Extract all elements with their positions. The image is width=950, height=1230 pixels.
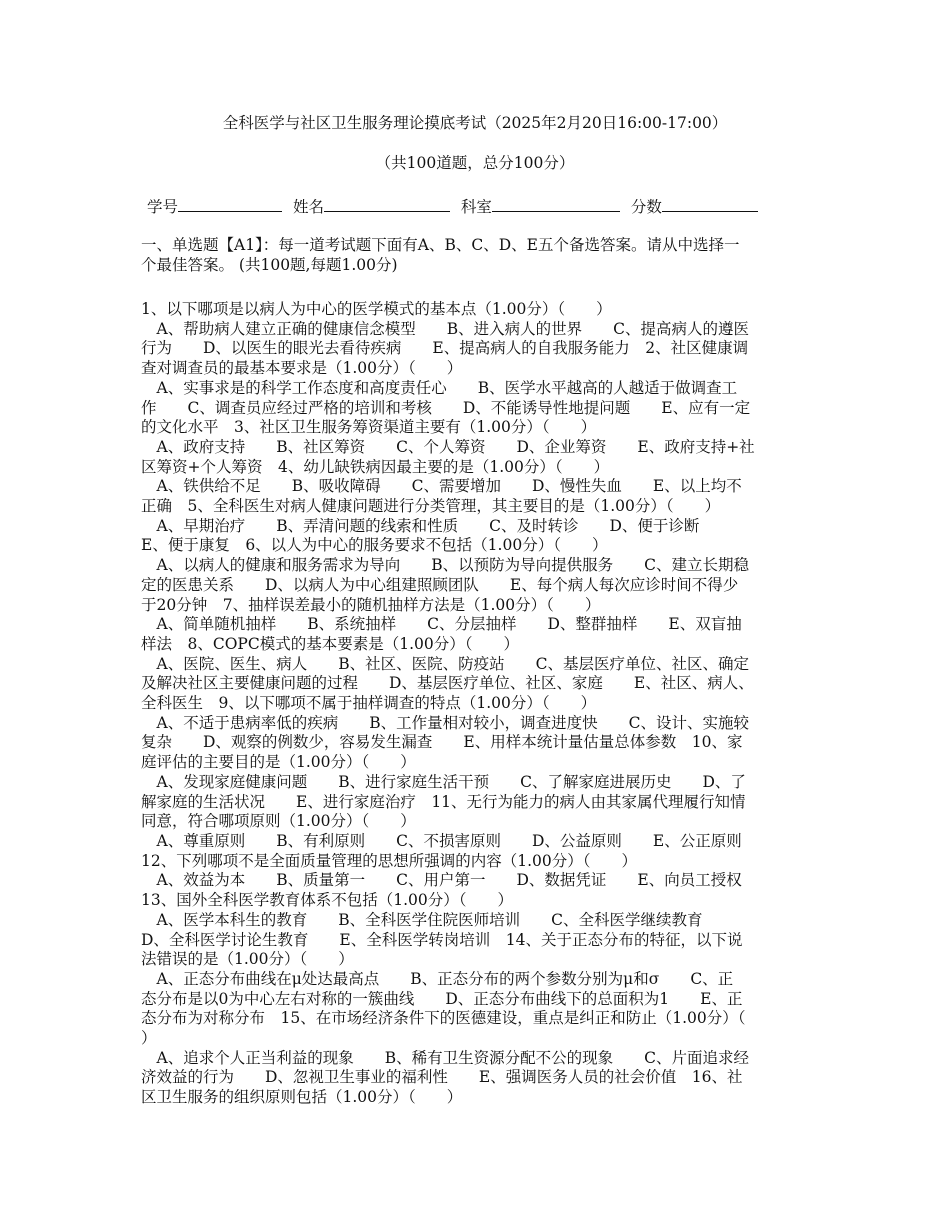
question-text-line: 同意，符合哪项原则（1.00分）（ ）: [141, 812, 416, 831]
question-text-line: 查对调查员的最基本要求是（1.00分）（ ）: [141, 359, 463, 378]
question-text-line: 全科医生 9、以下哪项不属于抽样调查的特点（1.00分）（ ）: [141, 694, 597, 713]
question-text-line: A、政府支持 B、社区筹资 C、个人筹资 D、企业筹资 E、政府支持+社: [141, 437, 755, 456]
question-text-line: 法错误的是（1.00分）（ ）: [141, 950, 354, 969]
section-line: 一、单选题【A1】：每一道考试题下面有A、B、C、D、E五个备选答案。请从中选择一: [141, 236, 740, 254]
question-text-line: A、以病人的健康和服务需求为导向 B、以预防为导向提供服务 C、建立长期稳: [141, 556, 749, 575]
question-text-line: 定的医患关系 D、以病人为中心组建照顾团队 E、每个病人每次应诊时间不得少: [141, 575, 739, 594]
question-text-line: 正确 5、全科医生对病人健康问题进行分类管理，其主要目的是（1.00分）（ ）: [141, 497, 721, 516]
question-text-line: A、医学本科生的教育 B、全科医学住院医师培训 C、全科医学继续教育: [141, 910, 734, 929]
student-name-label: 姓名: [292, 198, 324, 216]
page-subtitle: （共100道题，总分100分）: [375, 154, 575, 172]
page-title: 全科医学与社区卫生服务理论摸底考试（2025年2月20日16:00-17:00）: [222, 114, 728, 132]
section-line: 个最佳答案。 (共100题,每题1.00分): [141, 256, 398, 274]
question-text-line: 区卫生服务的组织原则包括（1.00分）（ ）: [141, 1088, 463, 1107]
student-id-field[interactable]: [178, 195, 282, 212]
question-text-line: 复杂 D、观察的例数少，容易发生漏查 E、用样本统计量估量总体参数 10、家: [141, 733, 743, 752]
question-text-line: A、尊重原则 B、有利原则 C、不损害原则 D、公益原则 E、公正原则: [141, 831, 742, 850]
question-text-line: 区筹资+个人筹资 4、幼儿缺铁病因最主要的是（1.00分）（ ）: [141, 457, 610, 476]
question-text-line: A、简单随机抽样 B、系统抽样 C、分层抽样 D、整群抽样 E、双盲抽: [141, 615, 742, 634]
question-text-line: E、便于康复 6、以人为中心的服务要求不包括（1.00分）（ ）: [141, 536, 608, 555]
question-text-line: 作 C、调查员应经过严格的培训和考核 D、不能诱导性地提问题 E、应有一定: [141, 398, 751, 417]
department-field[interactable]: [492, 195, 620, 212]
question-list: [141, 300, 806, 1108]
question-text-line: A、帮助病人建立正确的健康信念模型 B、进入病人的世界 C、提高病人的遵医: [141, 319, 749, 338]
score-label: 分数: [630, 198, 662, 216]
question-text-line: 样法 8、COPC模式的基本要素是（1.00分）（ ）: [141, 634, 519, 653]
student-info-row: [147, 195, 847, 218]
question-text-line: 1、以下哪项是以病人为中心的医学模式的基本点（1.00分）（ ）: [141, 300, 612, 318]
question-text-line: 及解决社区主要健康问题的过程 D、基层医疗单位、社区、家庭 E、社区、病人、: [141, 674, 754, 693]
question-text-line: 13、国外全科医学教育体系不包括（1.00分）（ ）: [141, 891, 513, 910]
question-text-line: 态分布是以0为中心左右对称的一簇曲线 D、正态分布曲线下的总面积为1 E、正: [141, 989, 743, 1008]
question-text-line: A、医院、医生、病人 B、社区、医院、防疫站 C、基层医疗单位、社区、确定: [141, 654, 749, 673]
question-text-line: 行为 D、以医生的眼光去看待疾病 E、提高病人的自我服务能力 2、社区健康调: [141, 339, 749, 358]
question-text-line: A、不适于患病率低的疾病 B、工作量相对较小，调查进度快 C、设计、实施较: [141, 713, 749, 732]
student-id-label: 学号: [147, 198, 179, 216]
question-text-line: A、实事求是的科学工作态度和高度责任心 B、医学水平越高的人越适于做调查工: [141, 378, 738, 397]
question-text-line: ）: [141, 1029, 157, 1048]
question-text-line: A、铁供给不足 B、吸收障碍 C、需要增加 D、慢性失血 E、以上均不: [141, 477, 742, 496]
question-text-line: 于20分钟 7、抽样误差最小的随机抽样方法是（1.00分）（ ）: [141, 595, 601, 614]
question-text-line: 济效益的行为 D、忽视卫生事业的福利性 E、强调医务人员的社会价值 16、社: [141, 1068, 743, 1087]
score-field[interactable]: [662, 195, 758, 212]
question-text-line: A、早期治疗 B、弄清问题的线索和性质 C、及时转诊 D、便于诊断: [141, 516, 731, 535]
department-label: 科室: [460, 198, 492, 216]
section-instructions: [141, 235, 806, 275]
question-text-line: A、正态分布曲线在μ处达最高点 B、正态分布的两个参数分别为μ和σ C、正: [141, 969, 734, 988]
student-name-field[interactable]: [324, 195, 450, 212]
question-text-line: A、追求个人正当利益的现象 B、稀有卫生资源分配不公的现象 C、片面追求经: [141, 1048, 749, 1067]
question-text-line: 12、下列哪项不是全面质量管理的思想所强调的内容（1.00分）（ ）: [141, 851, 637, 870]
question-text-line: 的文化水平 3、社区卫生服务筹资渠道主要有（1.00分）（ ）: [141, 418, 597, 437]
question-text-line: A、效益为本 B、质量第一 C、用户第一 D、数据凭证 E、向员工授权: [141, 871, 742, 890]
question-text-line: A、发现家庭健康问题 B、进行家庭生活干预 C、了解家庭进展历史 D、了: [141, 772, 746, 791]
question-text-line: 解家庭的生活状况 E、进行家庭治疗 11、无行为能力的病人由其家属代理履行知情: [141, 792, 746, 811]
question-text-line: 庭评估的主要目的是（1.00分）（ ）: [141, 753, 416, 772]
question-text-line: 态分布为对称分布 15、在市场经济条件下的医德建设，重点是纠正和防止（1.00分）（: [141, 1009, 746, 1028]
question-text-line: D、全科医学讨论生教育 E、全科医学转岗培训 14、关于正态分布的特征，以下说: [141, 930, 743, 949]
